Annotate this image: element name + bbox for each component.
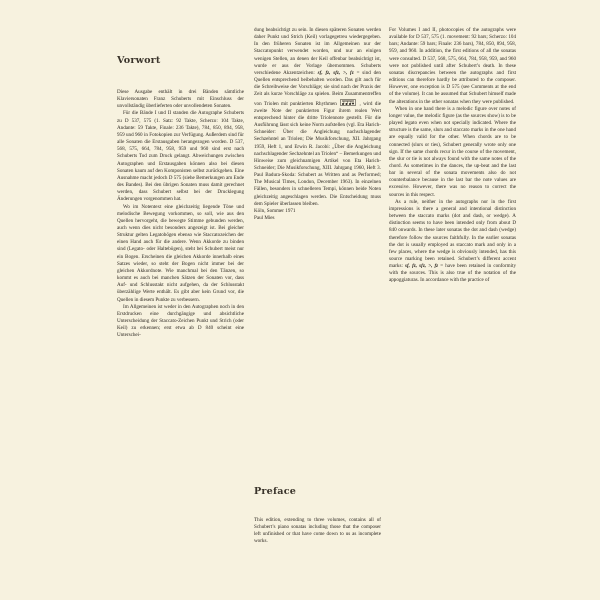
preface-paragraph-4-part-a: As a rule, neither in the autographs nor in the first impressions is there a general and intentional distinction between the staccato marks (dot and dash, or wedge). A distinction seems to have been intended only from about D 840 onwards. In these later sonatas the dot and dash (wedge) therefore follow the sources faithfully. In the earlier sonatas the dot is usually employed as staccato mark and only in a few places, where the wedge is obviously intended, has this source marking been retained. Schubert’s different accent marks: <box>389 198 516 270</box>
preface-paragraph-4 <box>389 199 516 285</box>
preface-paragraph-4-part-b: = have been retained in conformity with the sources. This is also true of the notation of the appoggiaturas. In accordance with the practice of <box>389 263 516 284</box>
vorwort-column-2 <box>254 27 381 377</box>
vorwort-paragraph-1: Diese Ausgabe enthält in drei Bänden sämtliche Klaviersonaten Franz Schuberts mit Einschluss der unvollständig überlieferten oder unvollendeten Sonaten. <box>117 89 244 110</box>
signature-place-date: Köln, Sommer 1971 <box>254 207 296 214</box>
vorwort-column-1 <box>117 89 244 559</box>
vorwort-paragraph-4: Im Allgemeinen ist weder in den Autographen noch in den Erstdrucken eine durchgängige und absichtliche Unterscheidung der Staccato-Zeichen Punkt und Strich (oder Keil) zu erkennen; erst etwa ab D 840 scheint eine Unterschei- <box>117 303 244 339</box>
vorwort-paragraph-2: Für die Bände I und II standen die Autographe Schuberts zu D 537, 575 (1. Satz: 92 Takte, Scherzo: 104 Takte, Andante: 59 Takte, Finale: 236 Takte), 784, 850, 894, 958, 959 und 960 in Fotokopien zur Verfügung. Außerdem sind für alle Sonaten die Erstausgaben herangezogen worden. D 537, 568, 575, 664, 784, 958, 959 und 960 sind erst nach Schuberts Tod zum Druck gelangt. Abweichungen zwischen Autographen und Erstausgaben können also bei diesen Sonaten kaum auf den Komponisten selbst zurückgehen. Eine Ausnahme macht jedoch D 575 (siehe Bemerkungen am Ende des Bandes). Bei den übrigen Sonaten muss damit gerechnet werden, dass Schubert selbst bei der Drucklegung Änderungen vorgenommen hat. <box>117 110 244 203</box>
vorwort-heading: Vorwort <box>117 55 161 66</box>
triplet-dotted-rhythm-figure <box>340 99 356 106</box>
preface-paragraph-2: For Volumes I and II, photocopies of the autographs were available for D 537, 575 (1. movement: 92 bars; Scherzo: 104 bars; Andante: 59 bars; Finale: 236 bars), 784, 850, 894, 958, 959, and 960. In addition, the first editions of all the sonatas were consulted. D 537, 568, 575, 664, 784, 958, 959, and 960 were not published until after Schubert’s death. In these sonatas discrepancies between the autographs and first editions can therefore hardly be attributed to the composer. However, one exception is D 575 (see Comments at the end of the volume). It can be assumed that Schubert himself made the alterations in the other sonatas when they were published. <box>389 27 516 105</box>
preface-paragraph-3: When in one hand there is a melodic figure over notes of longer value, the melodic figure (as the sources show) is to be played legato even when not specially indicated. Where the structure is the same, slurs and staccato marks in the one hand are equally valid for the other. When chords are to be connected (slurs or ties), Schubert generally wrote only one sign. If the same chords recur in the course of the movement, the slur or tie is not always found with the same notes of the chord. As sometimes in the dances, the up-beat and the last bar in several of the sonata movements also do not counterbalance because in the last bar the note values are excessive. However, there was no reason to correct the sources in this respect. <box>389 105 516 198</box>
preface-column-1 <box>254 517 381 567</box>
vorwort-paragraph-5 <box>254 27 381 208</box>
preface-heading: Preface <box>254 486 297 497</box>
preface-paragraph-1: This edition, extending to three volumes, contains all of Schubert’s piano sonatas including those that the composer left unfinished or that have come down to us as incomplete works. <box>254 517 381 545</box>
accent-marks: sf, fz, sfz, >, fz <box>405 263 439 270</box>
vorwort-paragraph-5-part-b: = sind den Quellen entsprechend beibehalten worden. Das gilt auch für die Schreibweise der Vorschläge; sie sind nach der Praxis der Zeit als kurze Vorschläge zu spielen. Beim Zusammentreffen von Triolen mit punktierten Rhythmen <box>254 69 381 107</box>
vorwort-paragraph-5-part-a: dung beabsichtigt zu sein. In diesen späteren Sonaten werden daher Punkt und Strich (Keil) vorlagegetreu wiedergegeben. In den früheren Sonaten ist im Allgemeinen nur der Staccatopunkt verwendet worden, und nur an einigen wenigen Stellen, an denen der Keil offenbar beabsichtigt ist, wurde er aus der Vorlage übernommen. Schuberts verschiedene Akzentzeichen: <box>254 27 381 76</box>
accent-marks: sf, fz, sfz, >, fz <box>317 69 354 76</box>
preface-column-2 <box>389 27 516 572</box>
vorwort-paragraph-5-part-c: , wird die zweite Note der punktierten Figur ihrem realen Wert entsprechend hinter die dritte Triolennote gestellt. Für die Ausführung lässt sich keine Norm aufstellen (vgl. Eta Harich-Schneider: Über die Angleichung nachschlagender Sechzehntel an Triolen; Die Musikforschung, XII. Jahrgang 1959, Heft 1, und Erwin R. Jacobi: „Über die Angleichung nachschlagender Sechzehntel an Triolen“ – Bemerkungen und Hinweise zum gleichnamigen Artikel von Eta Harich-Schneider; Die Musikforschung, XIII. Jahrgang 1960, Heft 3. Paul Badura-Skoda: Schubert as Written and as Performed; The Musical Times, London, December 1963). In einzelnen Fällen, besonders in schnelleren Tempi, können beide Noten gleichzeitig angeschlagen werden. Die Entscheidung muss dem Spieler überlassen bleiben. <box>254 100 381 207</box>
vorwort-paragraph-3: Wo im Notentext eine gleichzeitig liegende Töne und melodische Bewegung vorkommen, so soll, wie aus den Quellen hervorgeht, die bewegte Stimme gebunden werden, auch wenn dies nicht besonders angezeigt ist. Bei gleicher Struktur gelten Legatobögen ebenso wie Staccatozeichen der einen Hand auch für die andere. Wenn Akkorde zu binden sind (Legato- oder Haltebögen), steht bei Schubert meist nur ein Bogen. Erscheinen die gleichen Akkorde innerhalb eines Satzes wieder, so steht der Bogen nicht immer bei der gleichen Akkordnote. Wie manchmal bei den Tänzen, so kommt es auch bei manchen Sätzen der Sonaten vor, dass Auf- und Schlusstakt nicht aufgehen, da der Schlusstakt überzählige Werte enthält. Es gibt aber kein Grund vor, die Quellen in diesem Punkte zu verbessern. <box>117 203 244 303</box>
signature-name: Paul Mies <box>254 215 275 222</box>
